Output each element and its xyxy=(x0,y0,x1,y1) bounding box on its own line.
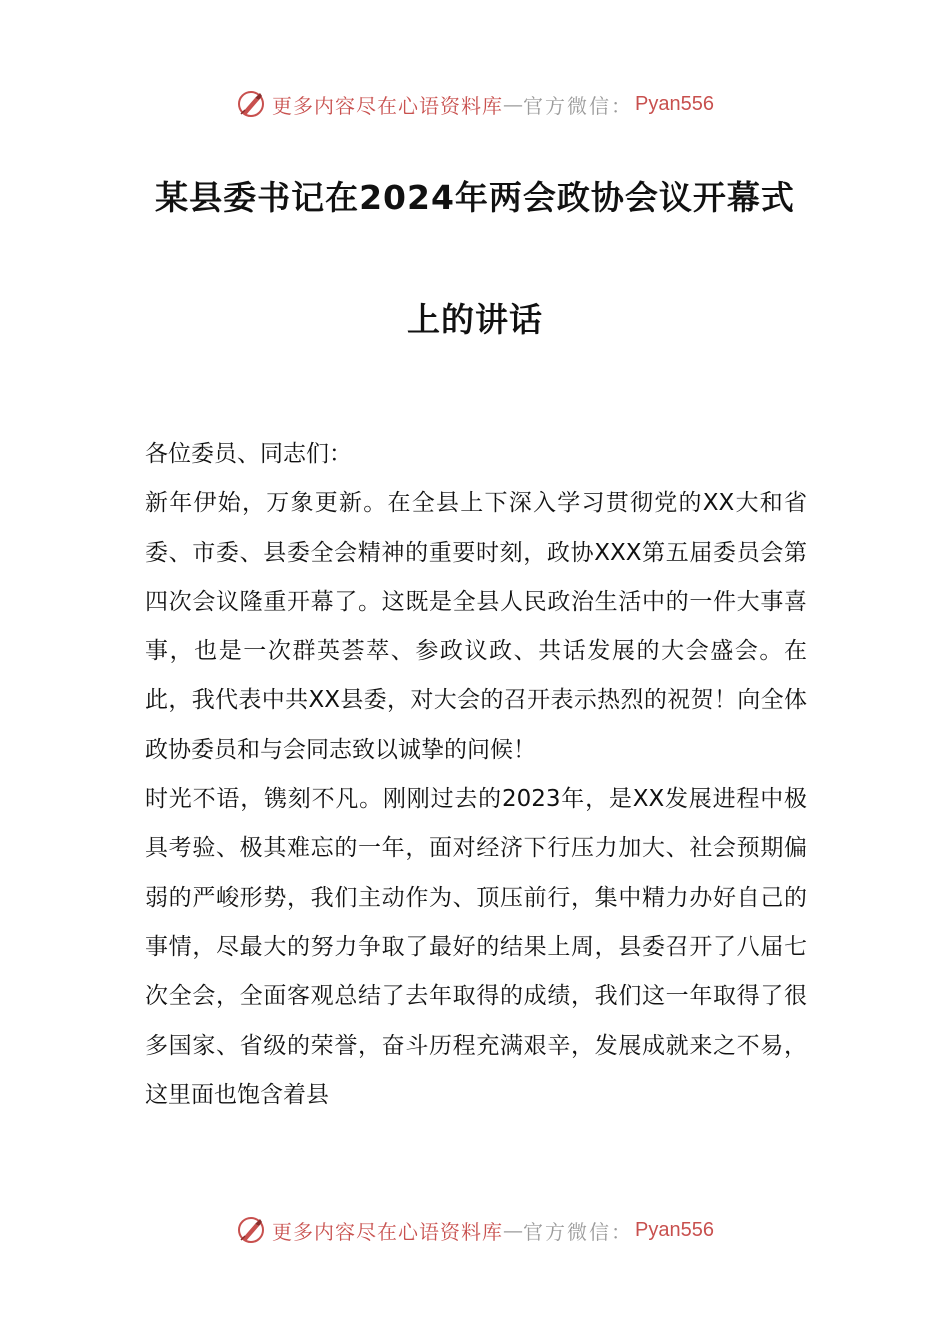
pen-nib-logo-icon xyxy=(236,89,266,119)
watermark-brand: 更多内容尽在心语资料库 xyxy=(272,93,504,118)
footer-watermark xyxy=(0,1210,950,1250)
header-watermark xyxy=(0,84,950,124)
paragraph: 时光不语，镌刻不凡。刚刚过去的2023年，是XX发展进程中极具考验、极其难忘的一年，面对经济下行压力加大、社会预期偏弱的严峻形势，我们主动作为、顶压前行，集中精力办好自己的事情，尽最大的努力争取了最好的结果上周，县委召开了八届七次全会，全面客观总结了去年取得的成绩，我们这一年取得了很多国家、省级的荣誉，奋斗历程充满艰辛，发展成就来之不易，这里面也饱含着县 xyxy=(145,786,807,1108)
salutation: 各位委员、同志们： xyxy=(145,441,352,467)
pen-nib-logo-icon xyxy=(236,1215,266,1245)
watermark-separator: — xyxy=(503,1218,524,1242)
paragraph: 新年伊始，万象更新。在全县上下深入学习贯彻党的XX大和省委、市委、县委全会精神的重要时刻，政协XXX第五届委员会第四次会议隆重开幕了。这既是全县人民政治生活中的一件大事喜事，也是一次群英荟萃、参政议政、共话发展的大会盛会。在此，我代表中共XX县委，对大会的召开表示热烈的祝贺！向全体政协委员和与会同志致以诚挚的问候！ xyxy=(145,490,807,763)
document-title-line1: 某县委书记在2024年两会政协会议开幕式 xyxy=(155,178,795,217)
document-title-line2: 上的讲话 xyxy=(407,300,543,339)
watermark-handle: Pyan556 xyxy=(635,1218,714,1241)
watermark-handle: Pyan556 xyxy=(635,92,714,115)
watermark-brand: 更多内容尽在心语资料库 xyxy=(272,1219,504,1244)
watermark-label: 官方微信： xyxy=(523,1219,634,1244)
watermark-label: 官方微信： xyxy=(523,93,634,118)
watermark-separator: — xyxy=(503,92,524,116)
document-body xyxy=(145,430,807,1120)
